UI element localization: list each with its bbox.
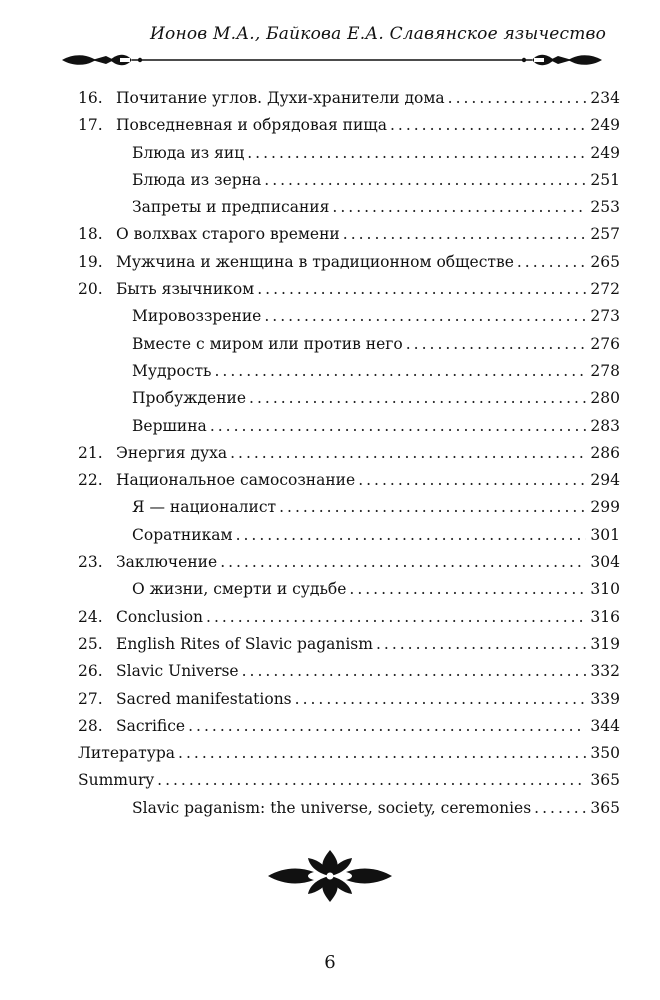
dot-leader xyxy=(295,686,587,713)
toc-entry xyxy=(78,112,620,139)
toc-entry-page: 272 xyxy=(590,280,620,299)
dot-leader xyxy=(517,249,587,276)
toc-entry xyxy=(78,658,620,685)
toc-entry-number: 25. xyxy=(78,634,103,653)
toc-entry xyxy=(78,331,620,358)
toc-entry-page: 365 xyxy=(590,771,620,790)
toc-entry-page: 301 xyxy=(590,525,620,544)
toc-entry-title: Блюда из яиц xyxy=(132,143,245,162)
toc-entry-title: English Rites of Slavic paganism xyxy=(116,634,373,653)
toc-entry-page: 265 xyxy=(590,252,620,271)
toc-entry-title: О волхвах старого времени xyxy=(116,225,340,244)
toc-entry-title: Я — националист xyxy=(132,498,277,517)
toc-entry xyxy=(78,549,620,576)
running-header xyxy=(0,0,660,78)
toc-entry-title: Литература xyxy=(78,744,176,763)
toc-entry-page: 316 xyxy=(590,607,620,626)
toc-entry-title: Быть язычником xyxy=(116,280,255,299)
dot-leader xyxy=(279,494,586,521)
toc-entry xyxy=(78,713,620,740)
toc-entry xyxy=(78,440,620,467)
page-number: 6 xyxy=(324,952,336,973)
toc-entry xyxy=(78,303,620,330)
toc-entry xyxy=(78,385,620,412)
decorative-ornament xyxy=(268,848,392,904)
dot-leader xyxy=(230,440,586,467)
toc-entry xyxy=(78,494,620,521)
toc-entry-title: Национальное самосознание xyxy=(116,471,356,490)
toc-entry-page: 294 xyxy=(590,471,620,490)
dot-leader xyxy=(264,303,586,330)
toc-entry-page: 276 xyxy=(590,334,620,353)
toc-entry-title: Соратникам xyxy=(132,525,233,544)
toc-entry xyxy=(78,467,620,494)
toc-entry-title: Conclusion xyxy=(116,607,204,626)
dot-leader xyxy=(257,276,586,303)
toc-entry xyxy=(78,522,620,549)
toc-entry-number: 27. xyxy=(78,689,103,708)
toc-entry-number: 21. xyxy=(78,443,103,462)
toc-entry-title: Почитание углов. Духи-хранители дома xyxy=(116,89,445,107)
toc-entry xyxy=(78,686,620,713)
table-of-contents xyxy=(78,85,620,822)
dot-leader xyxy=(247,140,586,167)
dot-leader xyxy=(376,631,586,658)
dot-leader xyxy=(236,522,587,549)
toc-entry-number: 23. xyxy=(78,553,103,572)
toc-entry-page: 339 xyxy=(590,689,620,708)
toc-entry-page: 365 xyxy=(590,798,620,817)
toc-entry-title: Мужчина и женщина в традиционном обществе xyxy=(116,252,514,271)
toc-entry-page: 304 xyxy=(590,553,620,572)
toc-entry-title: Slavic Universe xyxy=(116,662,239,681)
toc-entry-page: 249 xyxy=(590,116,620,135)
toc-entry-page: 310 xyxy=(590,580,620,599)
toc-entry xyxy=(78,140,620,167)
dot-leader xyxy=(343,221,587,248)
dot-leader xyxy=(206,604,586,631)
toc-entry-number: 24. xyxy=(78,607,103,626)
toc-entry xyxy=(78,767,620,794)
dot-leader xyxy=(249,385,586,412)
toc-entry-title: Блюда из зерна xyxy=(132,170,262,189)
toc-entry-title: Вместе с миром или против него xyxy=(132,334,403,353)
toc-entry-title: Sacred manifestations xyxy=(116,689,292,708)
toc-entry-page: 299 xyxy=(590,498,620,517)
toc-entry-page: 332 xyxy=(590,662,620,681)
toc-entry-page: 249 xyxy=(590,143,620,162)
dot-leader xyxy=(332,194,586,221)
toc-entry-page: 286 xyxy=(590,443,620,462)
toc-entry xyxy=(78,167,620,194)
toc-entry xyxy=(78,194,620,221)
toc-entry xyxy=(78,604,620,631)
dot-leader xyxy=(358,467,586,494)
running-title: Ионов М.А., Байкова Е.А. Славянское язычество xyxy=(150,24,607,44)
toc-entry xyxy=(78,413,620,440)
toc-entry-title: Sacrifice xyxy=(116,716,186,735)
toc-entry xyxy=(78,358,620,385)
toc-entry-number: 19. xyxy=(78,252,103,271)
toc-entry-number: 20. xyxy=(78,280,103,299)
toc-entry-page: 278 xyxy=(590,361,620,380)
toc-entry xyxy=(78,795,620,822)
toc-entry-page: 253 xyxy=(590,198,620,217)
toc-entry-number: 26. xyxy=(78,662,103,681)
toc-entry xyxy=(78,276,620,303)
toc-entry-number: 17. xyxy=(78,116,103,135)
dot-leader xyxy=(349,576,586,603)
toc-entry-page: 234 xyxy=(590,89,620,107)
toc-entry-page: 344 xyxy=(590,716,620,735)
toc-entry-title: Пробуждение xyxy=(132,389,247,408)
dot-leader xyxy=(448,85,587,112)
toc-entry-title: Summury xyxy=(78,771,155,790)
dot-leader xyxy=(157,767,586,794)
dot-leader xyxy=(390,112,586,139)
decorative-header-rule xyxy=(62,44,602,74)
toc-entry-title: Энергия духа xyxy=(116,443,228,462)
dot-leader xyxy=(178,740,586,767)
toc-entry xyxy=(78,221,620,248)
toc-entry-page: 280 xyxy=(590,389,620,408)
toc-entry xyxy=(78,85,620,112)
toc-entry-page: 251 xyxy=(590,170,620,189)
toc-entry-title: Повседневная и обрядовая пища xyxy=(116,116,387,135)
toc-entry-title: Мудрость xyxy=(132,361,212,380)
dot-leader xyxy=(242,658,587,685)
toc-entry xyxy=(78,740,620,767)
dot-leader xyxy=(534,795,586,822)
toc-entry-title: О жизни, смерти и судьбе xyxy=(132,580,347,599)
toc-entry-title: Мировоззрение xyxy=(132,307,262,326)
toc-entry xyxy=(78,249,620,276)
dot-leader xyxy=(188,713,586,740)
toc-entry-number: 22. xyxy=(78,471,103,490)
dot-leader xyxy=(264,167,586,194)
toc-entry-page: 283 xyxy=(590,416,620,435)
toc-entry-title: Slavic paganism: the universe, society, ceremonies xyxy=(132,798,532,817)
toc-entry-page: 350 xyxy=(590,744,620,763)
toc-entry-page: 273 xyxy=(590,307,620,326)
dot-leader xyxy=(214,358,586,385)
dot-leader xyxy=(210,413,587,440)
toc-entry-page: 319 xyxy=(590,634,620,653)
dot-leader xyxy=(406,331,587,358)
toc-entry-title: Запреты и предписания xyxy=(132,198,330,217)
toc-entry-page: 257 xyxy=(590,225,620,244)
dot-leader xyxy=(220,549,586,576)
toc-entry-title: Заключение xyxy=(116,553,218,572)
toc-entry xyxy=(78,576,620,603)
toc-entry-number: 16. xyxy=(78,89,103,107)
toc-entry-title: Вершина xyxy=(132,416,207,435)
toc-entry xyxy=(78,631,620,658)
toc-entry-number: 18. xyxy=(78,225,103,244)
toc-entry-number: 28. xyxy=(78,716,103,735)
